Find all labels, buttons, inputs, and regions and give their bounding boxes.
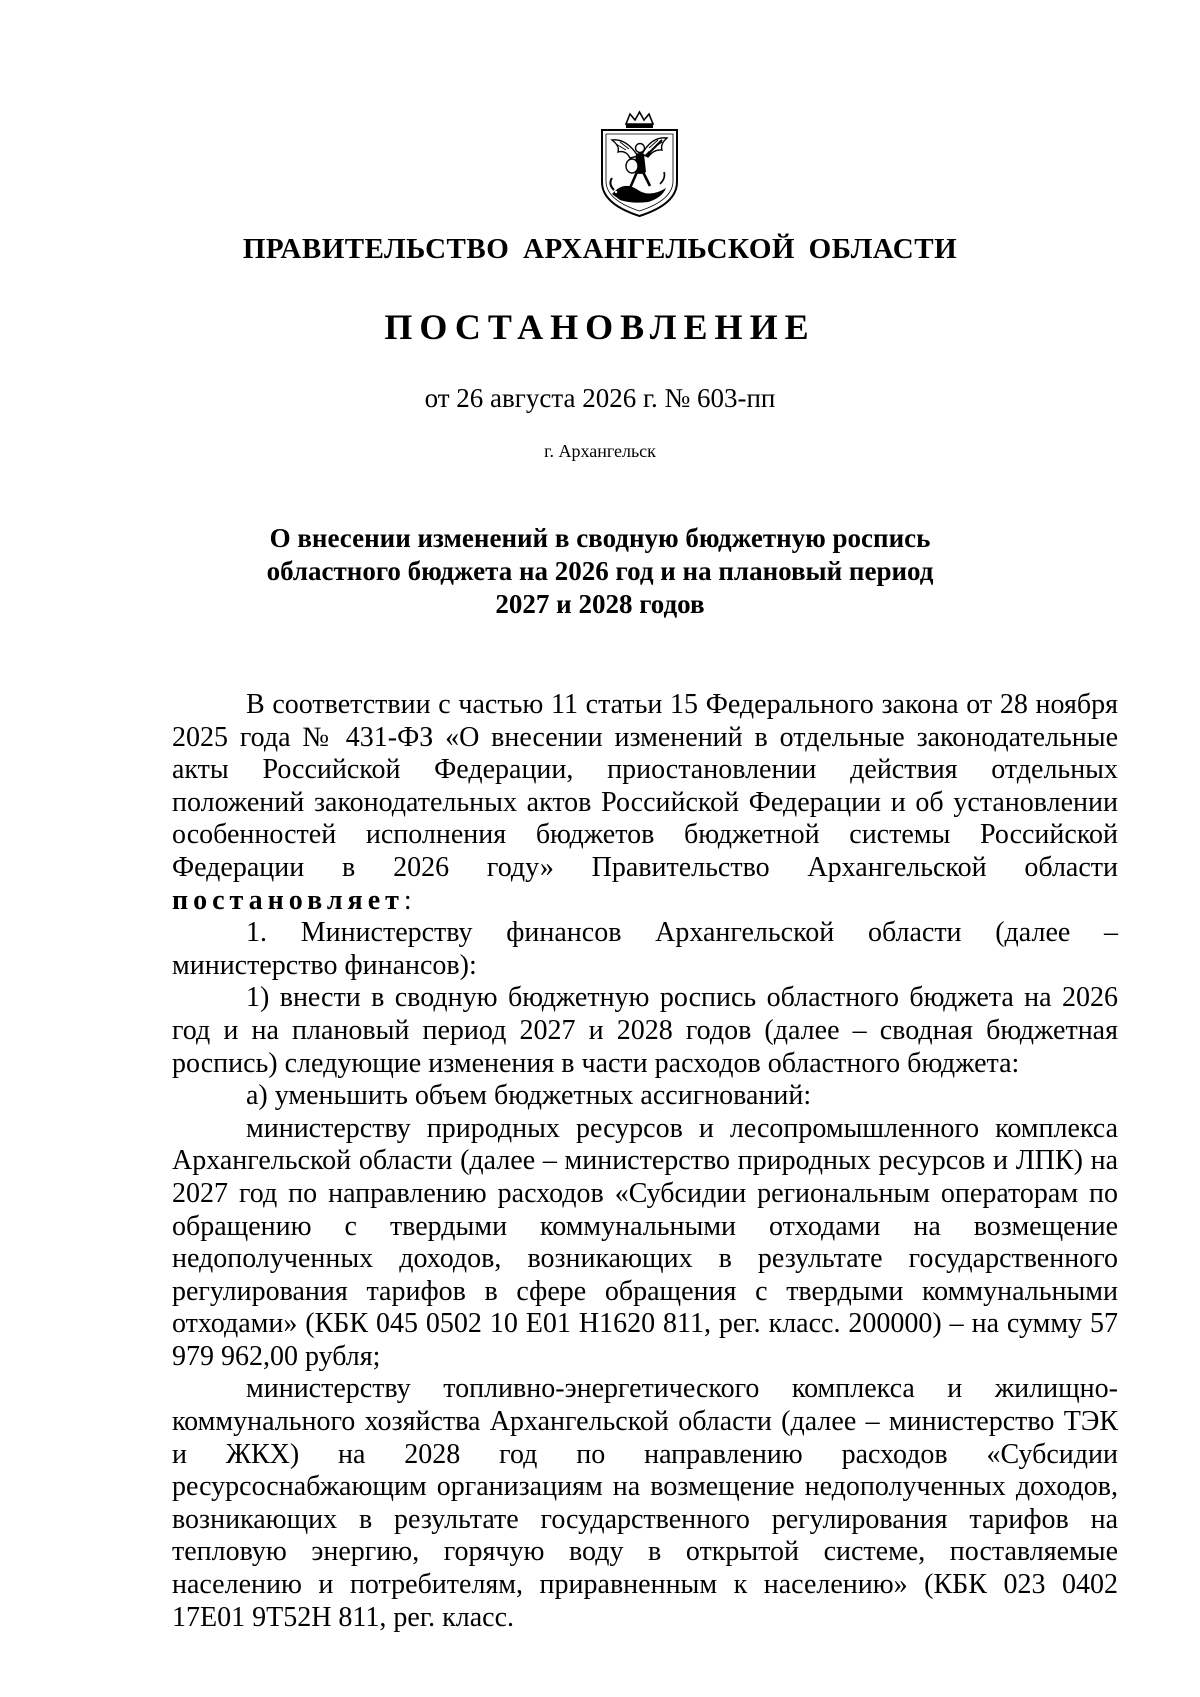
decree-word: постановляет [172, 884, 404, 916]
organization-name: ПРАВИТЕЛЬСТВО АРХАНГЕЛЬСКОЙ ОБЛАСТИ [242, 233, 958, 265]
document-title-line: О внесении изменений в сводную бюджетную роспись [269, 523, 931, 553]
body-paragraph: 1) внести в сводную бюджетную роспись областного бюджета на 2026 год и на плановый период 2027 и 2028 годов (далее – сводная бюджетная роспись) следующие изменения в части расходов областного бюджета: [172, 982, 1118, 1079]
preamble-paragraph [172, 689, 1118, 917]
preamble-colon: : [403, 884, 412, 916]
body-paragraph: 1. Министерству финансов Архангельской области (далее – министерство финансов): [172, 917, 1118, 981]
document-place: г. Архангельск [544, 441, 656, 461]
document-title [0, 522, 1200, 621]
document-title-line: областного бюджета на 2026 год и на плановый период [266, 556, 934, 586]
document-title-line: 2027 и 2028 годов [495, 589, 705, 619]
document-type: ПОСТАНОВЛЕНИЕ [384, 307, 816, 347]
coat-of-arms-icon [596, 110, 683, 220]
document-body [172, 689, 1118, 1634]
body-paragraph: министерству топливно-энергетического комплекса и жилищно-коммунального хозяйства Архангельской области (далее – министерство ТЭК и ЖКХ) на 2028 год по направлению расходов «Субсидии ресурсоснабжающим организациям на возмещение недополученных доходов, возникающих в результате государственного регулирования тарифов на тепловую энергию, горячую воду в открытой системе, поставляемые населению и потребителям, приравненным к населению» (КБК 023 0402 17Е01 9Т52Н 811, рег. класс. [172, 1373, 1118, 1633]
preamble-text: В соответствии с частью 11 статьи 15 Федерального закона от 28 ноября 2025 года № 431-ФЗ «О внесении изменений в отдельные законодательные акты Российской Федерации, приостановлении действия отдельных положений законодательных актов Российской Федерации и об установлении особенностей исполнения бюджетов бюджетной системы Российской Федерации в 2026 году» Правительство Архангельской области [172, 689, 1118, 883]
body-paragraph: министерству природных ресурсов и лесопромышленного комплекса Архангельской области (далее – министерство природных ресурсов и ЛПК) на 2027 год по направлению расходов «Субсидии региональным операторам по обращению с твердыми коммунальными отходами на возмещение недополученных доходов, возникающих в результате государственного регулирования тарифов в сфере обращения с твердыми коммунальными отходами» (КБК 045 0502 10 Е01 Н1620 811, рег. класс. 200000) – на сумму 57 979 962,00 рубля; [172, 1112, 1118, 1372]
body-paragraph: а) уменьшить объем бюджетных ассигнований: [246, 1080, 812, 1112]
document-date-number: от 26 августа 2026 г. № 603-пп [424, 383, 776, 413]
